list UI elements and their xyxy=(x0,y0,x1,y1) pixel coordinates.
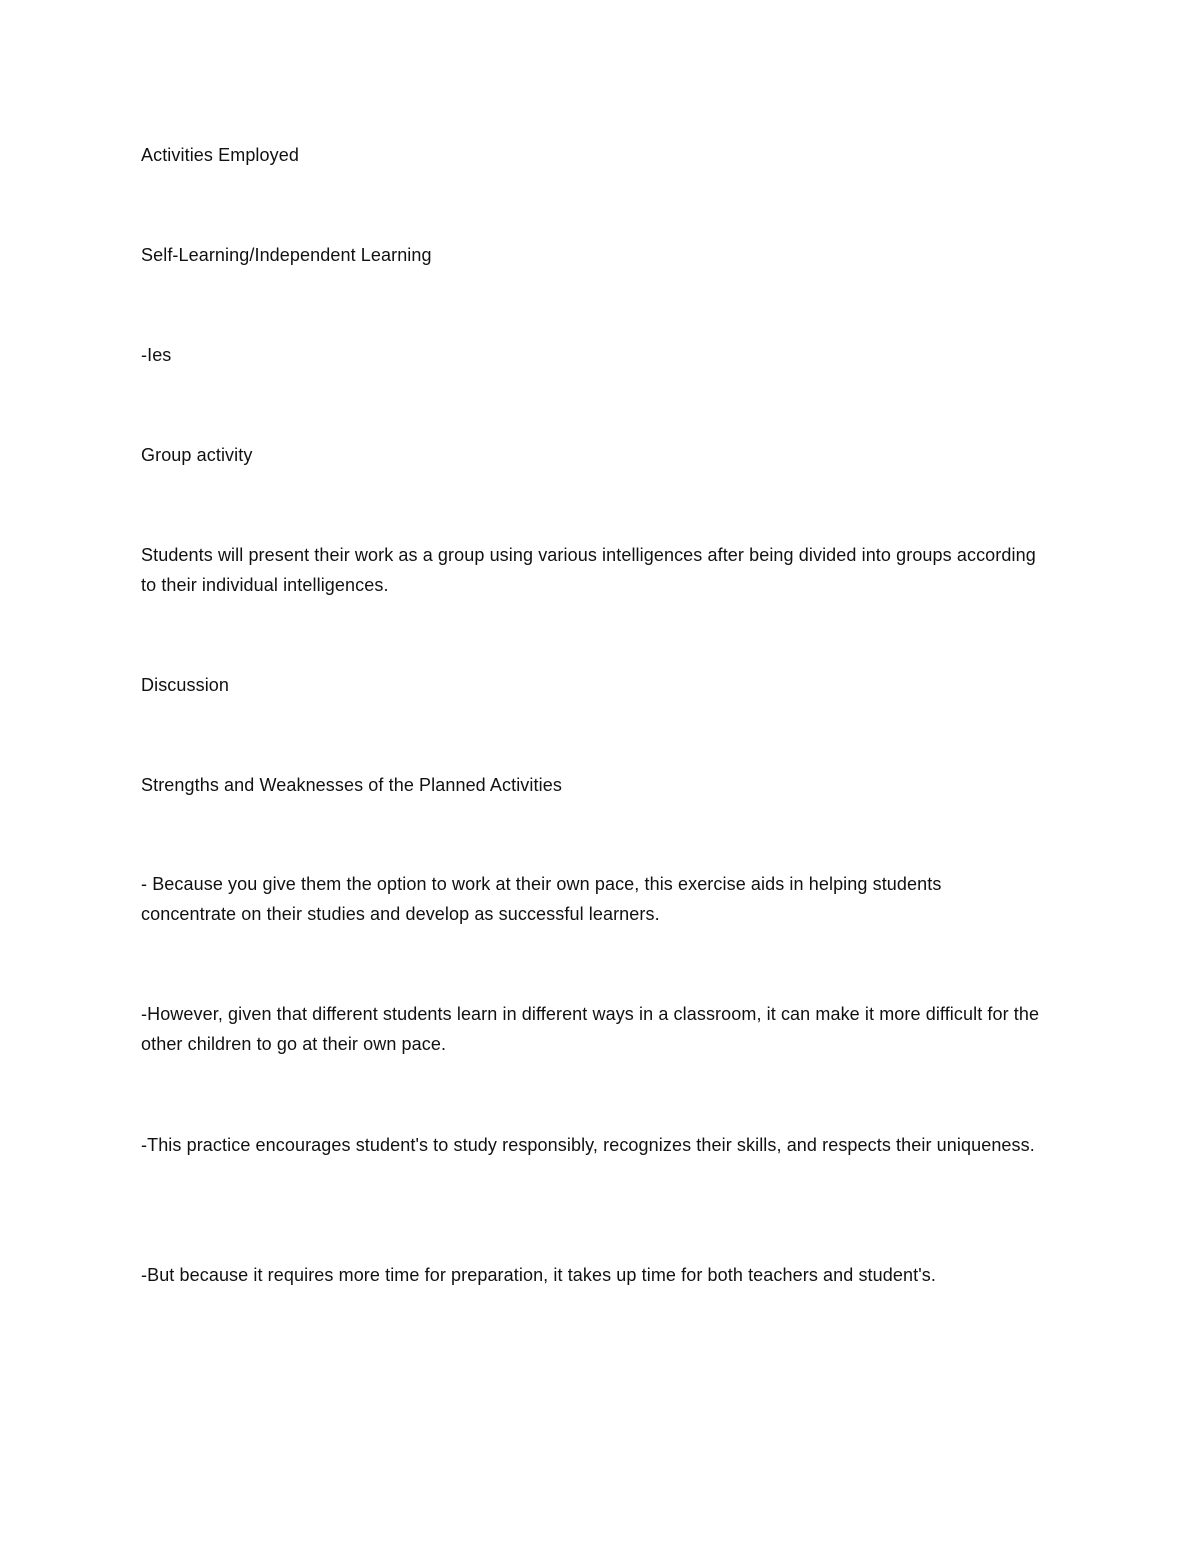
heading-group-activity: Group activity xyxy=(141,445,253,465)
paragraph-ies: -Ies xyxy=(141,345,172,365)
heading-strengths-weaknesses: Strengths and Weaknesses of the Planned Activities xyxy=(141,775,562,795)
paragraph-group-activity: Students will present their work as a group using various intelligences after being divided into groups according to their individual intelligences. xyxy=(141,545,1036,595)
paragraph-weakness-2: -But because it requires more time for preparation, it takes up time for both teachers and student's. xyxy=(141,1265,936,1285)
paragraph-strength-2: -This practice encourages student's to study responsibly, recognizes their skills, and respects their uniqueness. xyxy=(141,1135,1035,1155)
paragraph-weakness-1: -However, given that different students learn in different ways in a classroom, it can make it more difficult for the other children to go at their own pace. xyxy=(141,1004,1040,1054)
heading-discussion: Discussion xyxy=(141,675,230,695)
heading-activities-employed: Activities Employed xyxy=(141,145,299,165)
paragraph-strength-1: - Because you give them the option to work at their own pace, this exercise aids in helping students concentrate on their studies and develop as successful learners. xyxy=(141,874,942,924)
heading-self-learning: Self-Learning/Independent Learning xyxy=(141,245,432,265)
